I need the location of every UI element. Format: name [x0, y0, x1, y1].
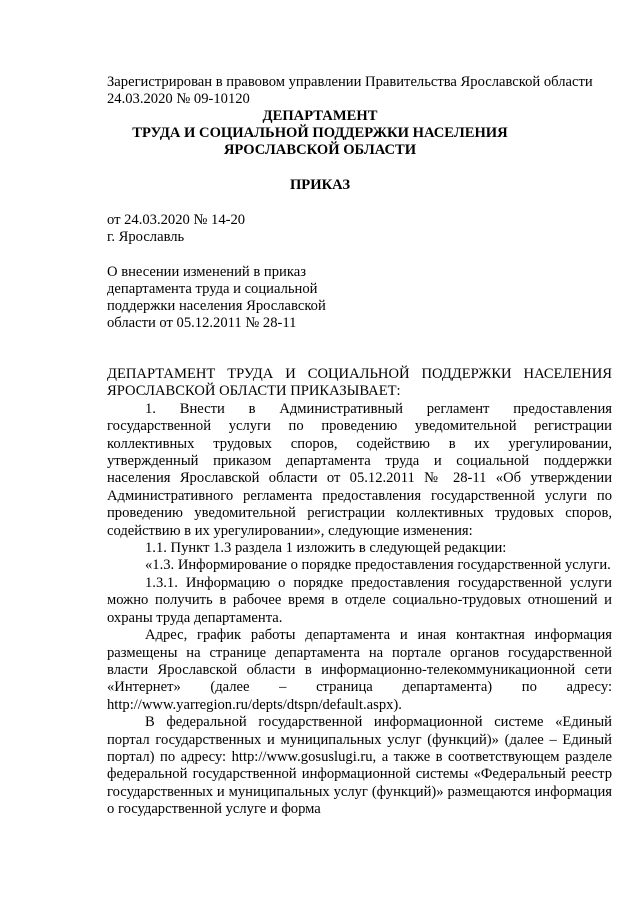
order-date-number: от 24.03.2020 № 14-20 [107, 212, 246, 228]
order-paragraph-1-3: «1.3. Информирование о порядке предоставления государственной услуги. [145, 557, 611, 574]
order-paragraph-federal-portal: В федеральной государственной информационной системе «Единый портал государственных и муниципальных услуг (функций)» (далее – Единый портал) по адресу: http://www.gosuslugi.ru, а также в соответствующем разделе федеральной государственной информационной системы «Федеральный реестр государственных и муниципальных услуг (функций)» размещаются информация о государственной услуге и форма [107, 714, 612, 818]
department-title-line-3: ЯРОСЛАВСКОЙ ОБЛАСТИ [223, 142, 417, 158]
order-body [107, 366, 612, 819]
registration-line-2: 24.03.2020 № 09-10120 [107, 91, 250, 107]
order-paragraph-1-3-1: 1.3.1. Информацию о порядке предоставления государственной услуги можно получить в рабочее время в отделе социально-трудовых отношений и охраны труда департамента. [107, 574, 612, 626]
subject-line-4: области от 05.12.2011 № 28-11 [107, 315, 297, 331]
department-title-line-1: ДЕПАРТАМЕНТ [262, 108, 378, 124]
order-preamble: ДЕПАРТАМЕНТ ТРУДА И СОЦИАЛЬНОЙ ПОДДЕРЖКИ НАСЕЛЕНИЯ ЯРОСЛАВСКОЙ ОБЛАСТИ ПРИКАЗЫВАЕТ: [107, 366, 612, 400]
order-city: г. Ярославль [107, 229, 185, 245]
order-paragraph-1-1: 1.1. Пункт 1.3 раздела 1 изложить в следующей редакции: [145, 540, 507, 557]
subject-line-2: департамента труда и социальной [107, 281, 318, 297]
subject-line-3: поддержки населения Ярославской [107, 298, 326, 314]
department-title-line-2: ТРУДА И СОЦИАЛЬНОЙ ПОДДЕРЖКИ НАСЕЛЕНИЯ [132, 125, 508, 141]
document-type-title: ПРИКАЗ [289, 177, 351, 193]
subject-line-1: О внесении изменений в приказ [107, 264, 306, 280]
registration-line-1: Зарегистрирован в правовом управлении Правительства Ярославской области [107, 74, 593, 90]
order-paragraph-address: Адрес, график работы департамента и иная контактная информация размещены на странице департамента на портале органов государственной власти Ярославской области в информационно-телекоммуникационной сети «Интернет» (далее – страница департамента) по адресу: http://www.yarregion.ru/depts/dtspn/default.aspx). [107, 627, 612, 713]
order-paragraph-1: 1. Внести в Административный регламент предоставления государственной услуги по проведению уведомительной регистрации коллективных трудовых споров, содействию в их урегулировании, утвержденный приказом департамента труда и социальной поддержки населения Ярославской области от 05.12.2011 № 28-11 «Об утверждении Административного регламента предоставления государственной услуги по проведению уведомительной регистрации коллективных трудовых споров, содействию в их урегулировании», следующие изменения: [107, 400, 612, 539]
